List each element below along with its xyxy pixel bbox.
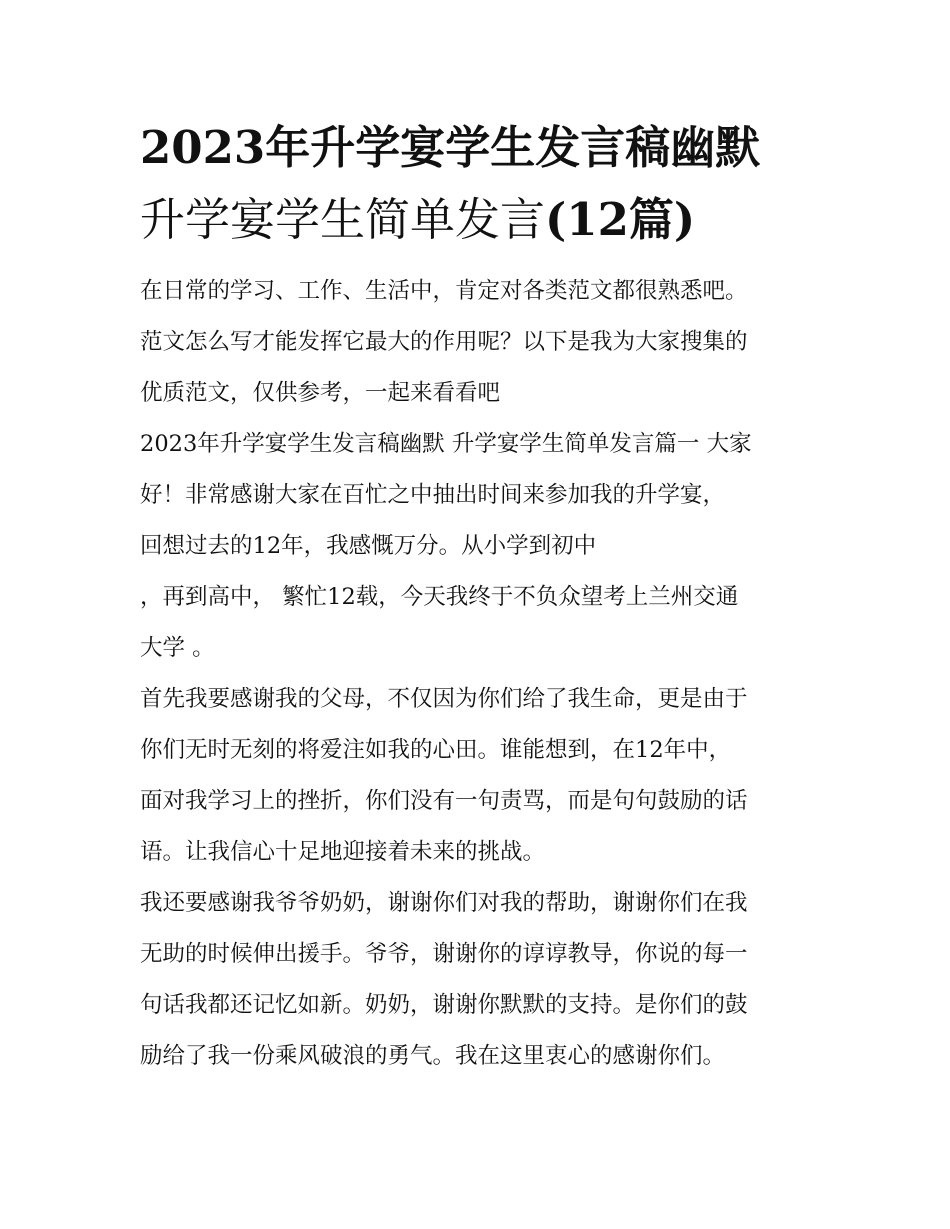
paragraph-speech-opening — [140, 419, 812, 674]
paragraph-line: 无助的时候伸出援手。爷爷，谢谢你的谆谆教导，你说的每一 — [140, 941, 748, 967]
paragraph-line: 2023年升学宴学生发言稿幽默 升学宴学生简单发言篇一 大家 — [140, 431, 752, 457]
paragraph-line: 面对我学习上的挫折，你们没有一句责骂，而是句句鼓励的话 — [140, 788, 748, 814]
paragraph-line: 我还要感谢我爷爷奶奶，谢谢你们对我的帮助，谢谢你们在我 — [140, 890, 748, 916]
paragraph-line: 范文怎么写才能发挥它最大的作用呢？以下是我为大家搜集的 — [140, 329, 748, 355]
title-line-2 — [140, 184, 812, 256]
title-line-2-text: 升学宴学生简单发言 — [140, 193, 546, 246]
paragraph-line: ，再到高中， 繁忙12载，今天我终于不负众望考上兰州交通 — [140, 584, 739, 610]
paragraph-line: 语。让我信心十足地迎接着未来的挑战。 — [140, 839, 546, 865]
title-line-1: 2023年升学宴学生发言稿幽默 — [140, 121, 761, 174]
paragraph-line: 回想过去的12年，我感慨万分。从小学到初中 — [140, 533, 597, 559]
document-body — [140, 266, 812, 1082]
paragraph-line: 首先我要感谢我的父母，不仅因为你们给了我生命，更是由于 — [140, 686, 748, 712]
paragraph-line: 在日常的学习、工作、生活中，肯定对各类范文都很熟悉吧。 — [140, 278, 748, 304]
paragraph-thanks-parents — [140, 674, 812, 878]
title-line-2-suffix: (12篇) — [545, 193, 696, 246]
paragraph-line: 你们无时无刻的将爱注如我的心田。谁能想到，在12年中， — [140, 737, 732, 763]
paragraph-line: 好！非常感谢大家在百忙之中抽出时间来参加我的升学宴， — [140, 482, 726, 508]
document-page — [140, 112, 812, 1082]
paragraph-line: 大学 。 — [140, 635, 215, 661]
paragraph-line: 优质范文，仅供参考，一起来看看吧 — [140, 380, 501, 406]
document-title — [140, 112, 812, 256]
paragraph-thanks-grandparents — [140, 878, 812, 1082]
paragraph-line: 句话我都还记忆如新。奶奶，谢谢你默默的支持。是你们的鼓 — [140, 992, 748, 1018]
paragraph-intro — [140, 266, 812, 419]
paragraph-line: 励给了我一份乘风破浪的勇气。我在这里衷心的感谢你们。 — [140, 1043, 726, 1069]
